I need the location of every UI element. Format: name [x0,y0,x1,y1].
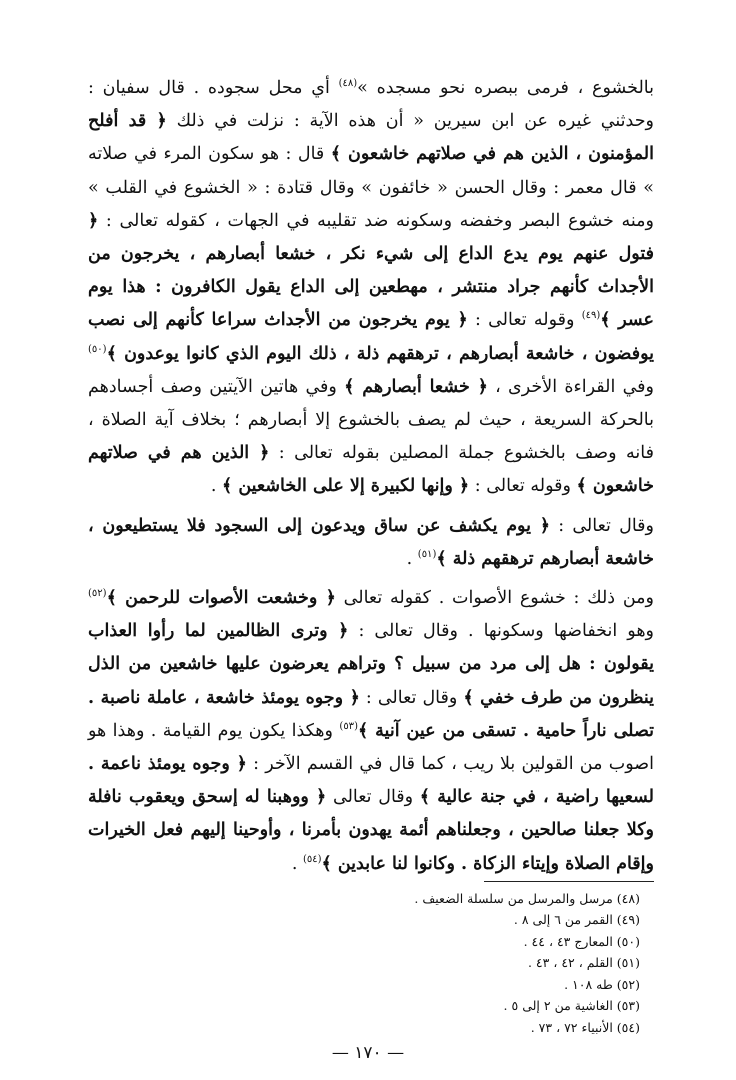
footnote-53: (٥٣) الغاشية من ٢ إلى ٥ . [503,998,640,1014]
quran-quote: ﴿ الذين هم في صلاتهم خاشعون ﴾ [88,443,654,497]
quran-quote: ﴿ فتول عنهم يوم يدع الداع إلى شيء نكر ، خشعا أبصارهم ، يخرجون من الأجداث كأنهم جراد منتشر ، مهطعين إلى الداع يقول الكافرون : هذا يوم عسر ﴾ [88,210,654,331]
quran-quote: ﴿ وخشعت الأصوات للرحمن ﴾ [106,588,336,609]
body-text-span: ومن ذلك : خشوع الأصوات . كقوله تعالى [335,588,654,609]
body-text-span: وقال تعالى : [549,515,654,536]
quran-quote: ﴿ وجوه يومئذ ناعمة . لسعيها راضية ، في جنة عالية ﴾ [88,754,654,808]
footnote-51: (٥١) القلم ، ٤٢ ، ٤٣ . [527,955,640,971]
body-text-span: . [291,853,303,874]
body-text-span: أي محل سجوده . قال سفيان : وحدثني غيره عن ابن سيرين « أن هذه الآية : نزلت في ذلك [88,78,654,132]
footnote-52: (٥٢) طه ١٠٨ . [564,976,640,992]
footnote-reference: (٤٩) [581,310,601,322]
quran-quote: ﴿ يوم يخرجون من الأجداث سراعا كأنهم إلى نصب يوفضون ، خاشعة أبصارهم ، ترهقهم ذلة ، ذلك اليوم الذي كانوا يوعدون ﴾ [88,310,654,364]
body-text-span: بالخشوع ، فرمى ببصره نحو مسجده » [357,78,654,98]
quran-quote: ﴿ وجوه يومئذ خاشعة ، عاملة ناصبة . تصلى ناراً حامية . تسقى من عين آنية ﴾ [88,687,654,741]
footnotes [88,888,654,1039]
quran-quote: ﴿ وإنها لكبيرة إلا على الخاشعين ﴾ [221,476,470,497]
body-text-span: قال : هو سكون المرء في صلاته » قال معمر : وقال الحسن « خائفون » وقال قتادة : « الخشوع في القلب » ومنه خشوع البصر وخفضه وسكونه ضد تقليبه في الجهات ، كقوله تعالى : [88,144,654,231]
quran-quote: ﴿ يوم يكشف عن ساق ويدعون إلى السجود فلا يستطيعون ، خاشعة أبصارهم ترهقهم ذلة ﴾ [88,515,654,569]
body-text-span: وقوله تعالى : [467,310,582,331]
footnote-49: (٤٩) القمر من ٦ إلى ٨ . [513,912,640,928]
quran-quote: ﴿ وترى الظالمين لما رأوا العذاب يقولون : هل إلى مرد من سبيل ؟ وتراهم يعرضون عليها خاشعين من الذل ينظرون من طرف خفي ﴾ [88,621,654,708]
footnote-reference: (٤٨) [338,78,358,90]
footnote-48: (٤٨) مرسل والمرسل من سلسلة الضعيف . [414,890,640,906]
footnote-54: (٥٤) الأنبياء ٧٢ ، ٧٣ . [530,1019,640,1035]
body-text-span: وفي القراءة الأخرى ، [487,376,654,397]
footnote-reference: (٥١) [417,549,437,561]
body-text-span: . [210,476,222,497]
body-text-span: وهكذا يكون يوم القيامة . وهذا هو اصوب من القولين بلا ريب ، كما قال في القسم الآخر : [88,720,654,775]
footnote-reference: (٥٤) [302,853,322,865]
body-paragraph [88,582,654,881]
quran-quote: ﴿ ووهبنا له إسحق ويعقوب نافلة وكلا جعلنا صالحين ، وجعلناهم أئمة يهدون بأمرنا ، وأوحينا إليهم فعل الخيرات وإقام الصلاة وإيتاء الزكاة . وكانوا لنا عابدين ﴾ [88,787,654,874]
quran-quote: ﴿ قد أفلح المؤمنون ، الذين هم في صلاتهم خاشعون ﴾ [88,111,654,165]
body-paragraph [88,510,654,576]
page-number: — ١٧٠ — [331,1043,405,1063]
footnote-reference: (٥٣) [339,721,358,733]
body-text-span: وهو انخفاضها وسكونها . وقال تعالى : [348,621,654,642]
footnote-reference: (٥٢) [88,588,107,600]
footnote-50: (٥٠) المعارج ٤٣ ، ٤٤ . [523,933,640,949]
quran-quote: ﴿ خشعا أبصارهم ﴾ [344,376,488,397]
footnote-reference: (٥٠) [88,343,107,355]
body-text-span: وقال تعالى [326,787,420,808]
body-text-span: وقوله تعالى : [469,476,577,497]
body-text-span: وفي هاتين الآيتين وصف أجسادهم بالحركة السريعة ، حيث لم يصف بالخشوع إلا أبصارهم ؛ بخلاف آية الصلاة ، فانه وصف بالخشوع جملة المصلين بقوله تعالى : [88,376,654,464]
body-text-span: . [406,548,418,569]
body-text [88,72,654,881]
footnote-divider [484,881,654,882]
body-text-span: وقال تعالى : [359,687,464,708]
body-paragraph [88,72,654,504]
